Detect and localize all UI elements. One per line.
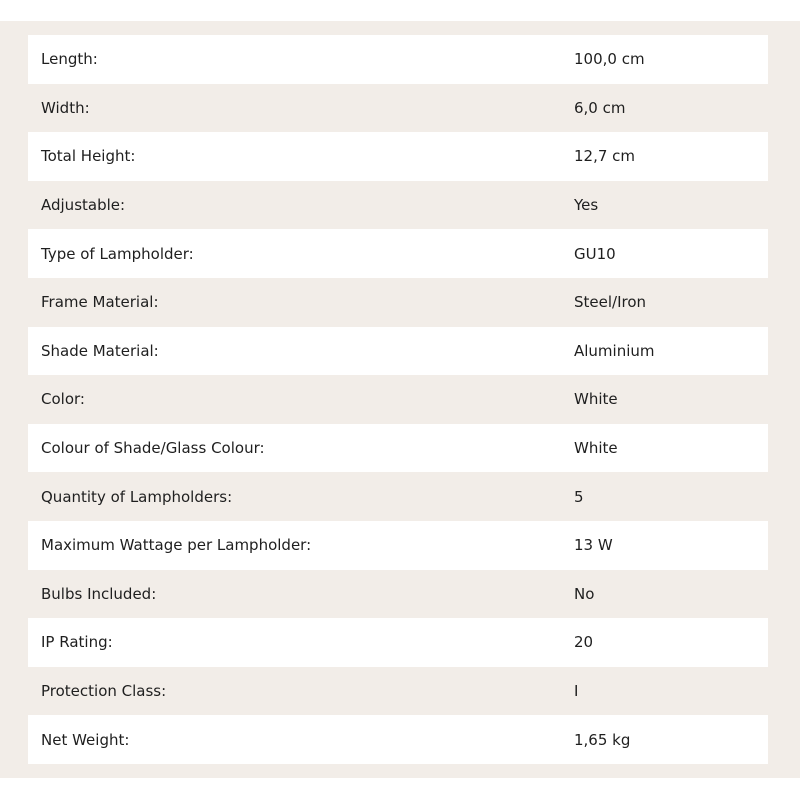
spec-label: Color:: [41, 390, 85, 409]
spec-value: 13 W: [574, 536, 613, 555]
spec-value: 12,7 cm: [574, 147, 636, 166]
specifications-panel: [0, 21, 800, 778]
spec-value: 5: [574, 487, 584, 506]
spec-label: Maximum Wattage per Lampholder:: [41, 536, 312, 555]
spec-value: I: [574, 682, 579, 701]
spec-value: Yes: [574, 196, 599, 215]
spec-label: Net Weight:: [41, 730, 130, 749]
spec-row-ip-rating: [28, 618, 768, 667]
spec-row-max-wattage: [28, 521, 768, 570]
spec-label: Adjustable:: [41, 196, 126, 215]
spec-row-net-weight: [28, 715, 768, 764]
spec-label: Type of Lampholder:: [41, 244, 194, 263]
spec-row-protection-class: [28, 667, 768, 716]
spec-label: Frame Material:: [41, 293, 159, 312]
spec-label: Total Height:: [41, 147, 136, 166]
spec-value: White: [574, 390, 618, 409]
spec-row-frame-material: [28, 278, 768, 327]
spec-value: No: [574, 584, 595, 603]
spec-label: Length:: [41, 50, 98, 69]
spec-value: GU10: [574, 244, 616, 263]
spec-row-lampholder-quantity: [28, 472, 768, 521]
spec-label: Bulbs Included:: [41, 584, 157, 603]
spec-value: White: [574, 439, 618, 458]
spec-value: 1,65 kg: [574, 730, 631, 749]
spec-value: 100,0 cm: [574, 50, 645, 69]
spec-row-bulbs-included: [28, 570, 768, 619]
spec-row-shade-colour: [28, 424, 768, 473]
specifications-table: [28, 35, 768, 764]
spec-row-color: [28, 375, 768, 424]
spec-row-width: [28, 84, 768, 133]
spec-label: Shade Material:: [41, 341, 159, 360]
spec-row-total-height: [28, 132, 768, 181]
spec-label: Protection Class:: [41, 682, 167, 701]
spec-label: IP Rating:: [41, 633, 113, 652]
spec-label: Colour of Shade/Glass Colour:: [41, 439, 265, 458]
spec-value: Aluminium: [574, 341, 655, 360]
spec-label: Width:: [41, 98, 90, 117]
spec-value: 20: [574, 633, 594, 652]
spec-row-lampholder-type: [28, 229, 768, 278]
spec-row-adjustable: [28, 181, 768, 230]
spec-row-length: [28, 35, 768, 84]
spec-label: Quantity of Lampholders:: [41, 487, 233, 506]
spec-row-shade-material: [28, 327, 768, 376]
spec-value: Steel/Iron: [574, 293, 647, 312]
spec-value: 6,0 cm: [574, 98, 626, 117]
